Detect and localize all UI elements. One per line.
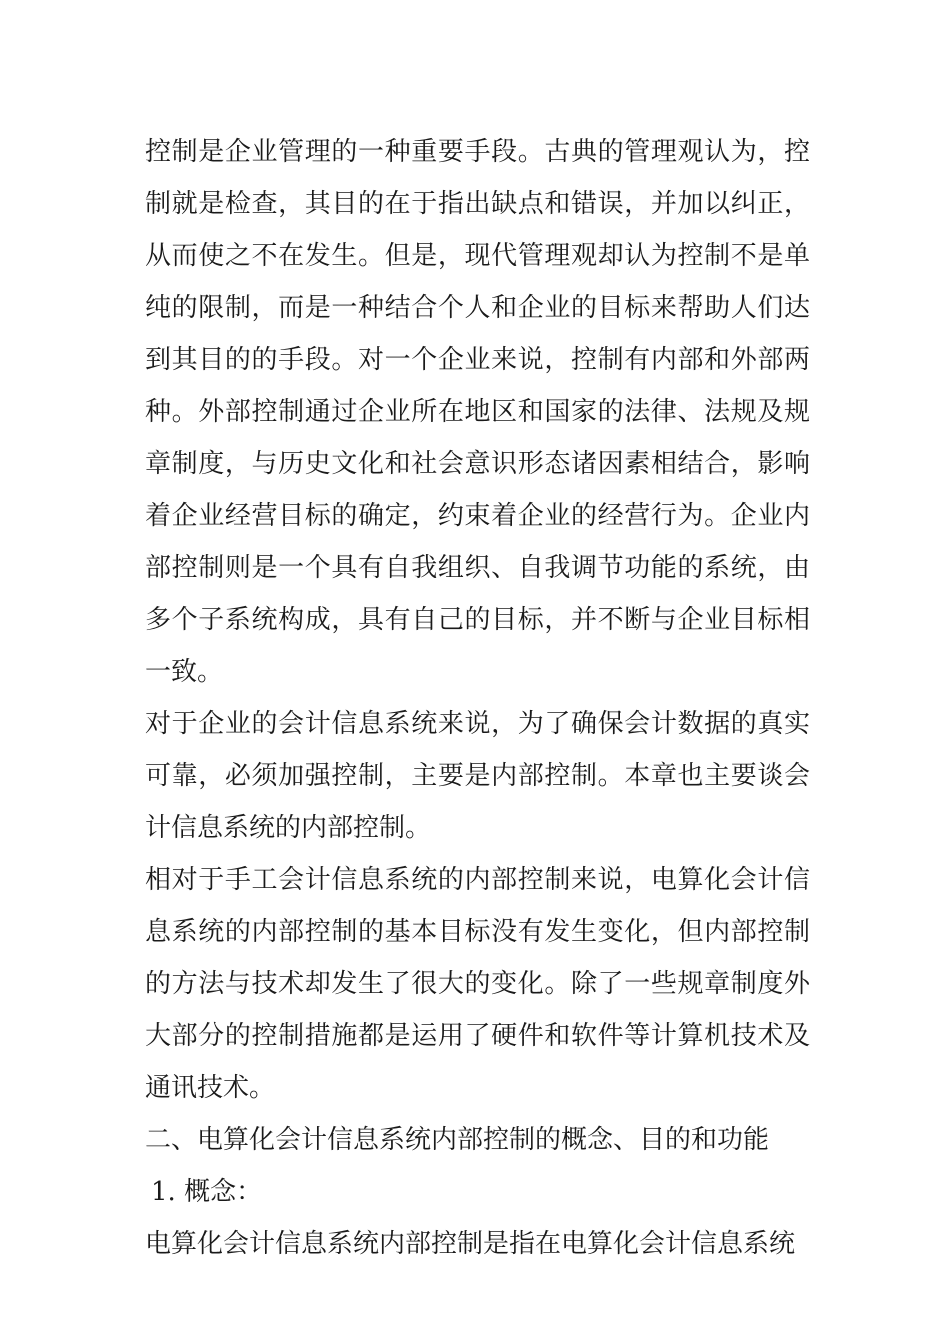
paragraph-definition: 电算化会计信息系统内部控制是指在电算化会计信息系统	[145, 1229, 796, 1259]
paragraph-accounting-control: 对于企业的会计信息系统来说，为了确保会计数据的真实可靠，必须加强控制，主要是内部控制。本章也主要谈会计信息系统的内部控制。	[145, 709, 810, 843]
section-heading: 二、电算化会计信息系统内部控制的概念、目的和功能	[145, 1125, 770, 1155]
document-body	[145, 126, 810, 1270]
paragraph-control-overview: 控制是企业管理的一种重要手段。古典的管理观认为，控制就是检查，其目的在于指出缺点和错误，并加以纠正，从而使之不在发生。但是，现代管理观却认为控制不是单纯的限制，而是一种结合个人和企业的目标来帮助人们达到其目的的手段。对一个企业来说，控制有内部和外部两种。外部控制通过企业所在地区和国家的法律、法规及规章制度，与历史文化和社会意识形态诸因素相结合，影响着企业经营目标的确定，约束着企业的经营行为。企业内部控制则是一个具有自我组织、自我调节功能的系统，由多个子系统构成，具有自己的目标，并不断与企业目标相一致。	[145, 137, 810, 687]
paragraph-computerized-control: 相对于手工会计信息系统的内部控制来说，电算化会计信息系统的内部控制的基本目标没有发生变化，但内部控制的方法与技术却发生了很大的变化。除了一些规章制度外大部分的控制措施都是运用了硬件和软件等计算机技术及通讯技术。	[145, 865, 810, 1103]
subsection-heading: 1. 概念：	[151, 1177, 263, 1207]
